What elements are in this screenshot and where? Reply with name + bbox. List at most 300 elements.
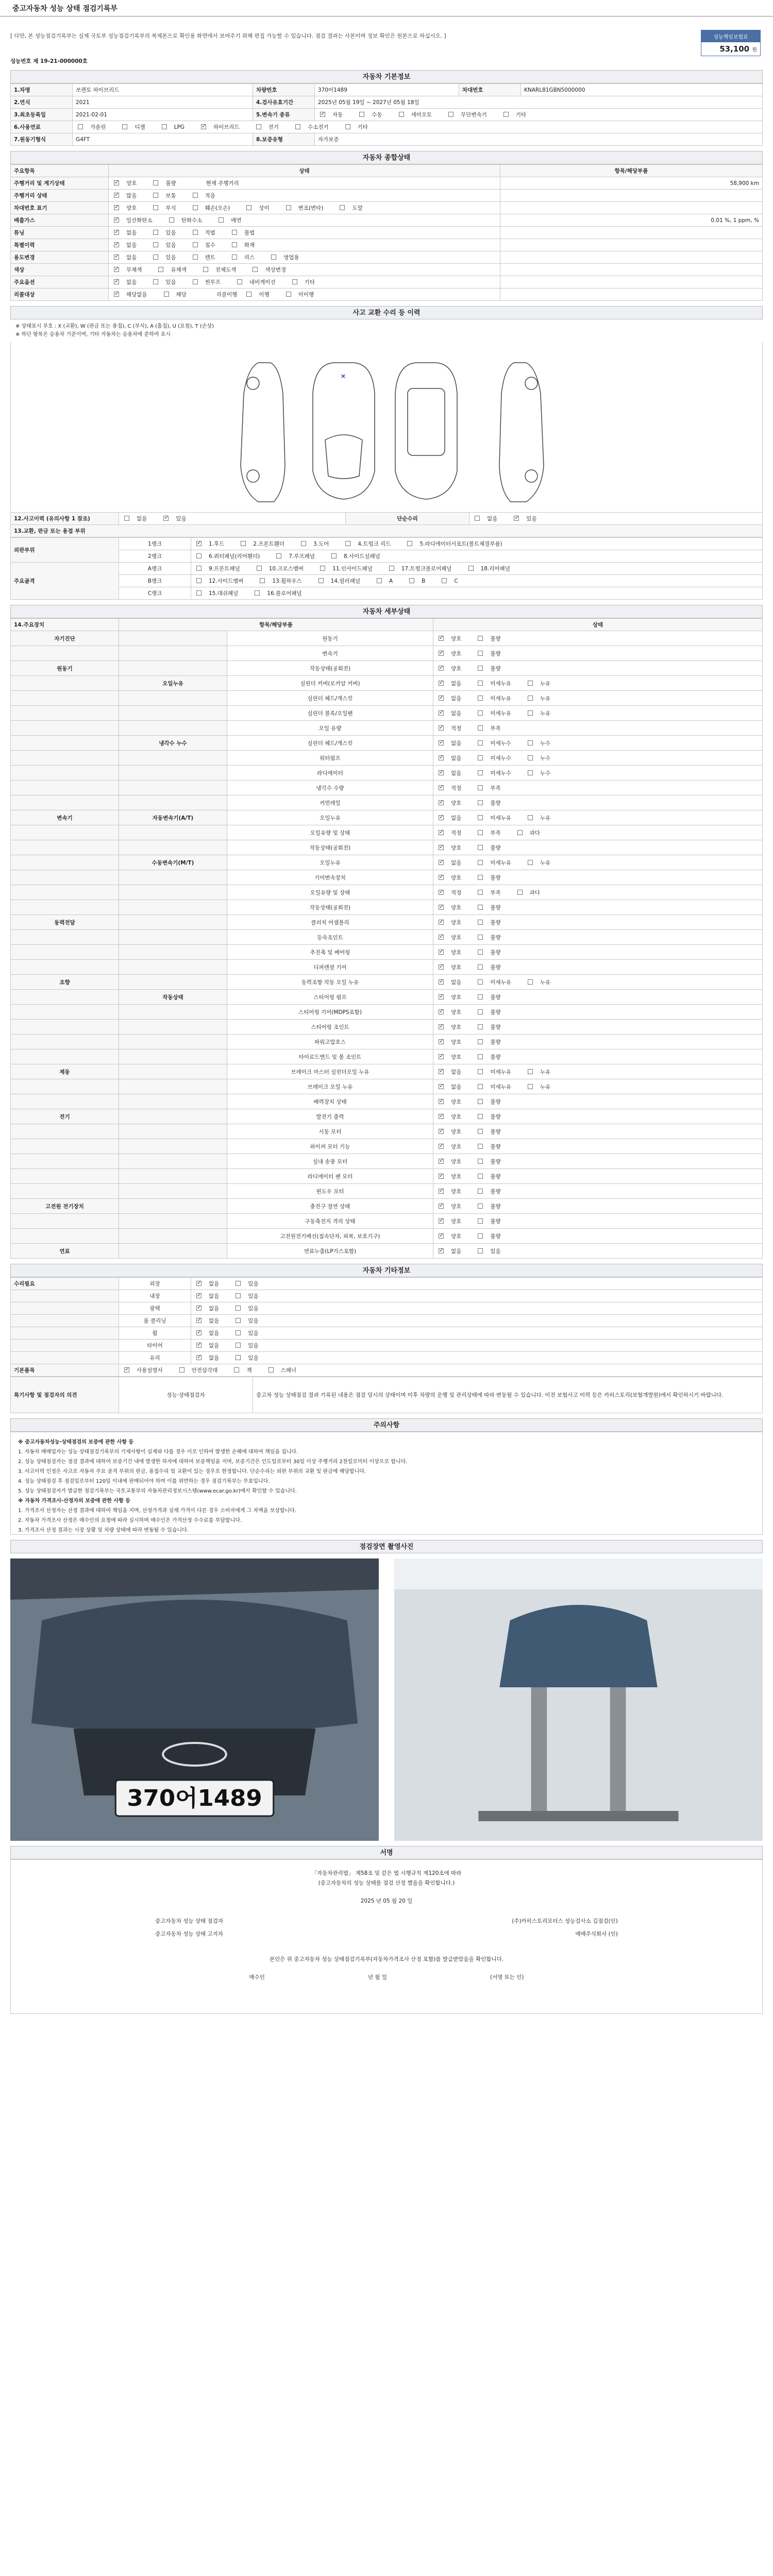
checkbox-icon: [439, 860, 444, 865]
rankA-option-label: 11.인사이드패널: [332, 566, 373, 572]
detail-item: 워터펌프: [227, 751, 433, 766]
checkbox-icon: [478, 830, 483, 835]
detail-sub: [119, 915, 227, 930]
status-option: [112, 217, 160, 224]
checkbox-icon: [528, 979, 533, 985]
checkbox-icon: [179, 1367, 184, 1372]
basic-item-option: [177, 1367, 225, 1374]
checkbox-icon: [439, 1099, 444, 1104]
detail-option-label: 불량: [490, 1203, 501, 1210]
detail-option-label: 양호: [451, 665, 462, 672]
detail-group: [11, 855, 119, 870]
status-option: [156, 267, 193, 273]
detail-item: 스티어링 조인트: [227, 1020, 433, 1035]
other-item: 유리: [119, 1352, 191, 1364]
detail-sub: [119, 1169, 227, 1184]
rank1-option: [405, 541, 509, 547]
detail-option: [526, 1069, 558, 1075]
repair-option: [512, 516, 544, 522]
detail-option: [476, 1159, 508, 1165]
detail-option: [526, 681, 558, 687]
detail-option-label: 불량: [490, 994, 501, 1001]
detail-option: [476, 950, 508, 956]
other-item: 내장: [119, 1290, 191, 1302]
detail-option: [436, 1189, 468, 1195]
checkbox-icon: [241, 541, 246, 546]
detail-option: [436, 1024, 468, 1030]
checkbox-icon: [439, 1009, 444, 1014]
detail-group: 조향: [11, 975, 119, 990]
detail-row: [11, 676, 763, 691]
trans-option: [357, 112, 389, 118]
detail-row: [11, 840, 763, 855]
detail-sub: [119, 691, 227, 706]
detail-option-label: 불량: [490, 919, 501, 926]
detail-option-label: 양호: [451, 1009, 462, 1015]
status-options: [109, 190, 500, 202]
checkbox-icon: [236, 1355, 241, 1360]
status-option-label: 화재: [244, 242, 255, 248]
repair-option-label: 있음: [526, 516, 537, 522]
detail-group: [11, 870, 119, 885]
status-option-label: 무채색: [126, 267, 142, 273]
status-option: [112, 279, 144, 285]
trans-option-label: 수동: [372, 112, 382, 118]
other-option-label: 있음: [248, 1293, 259, 1299]
detail-row: [11, 1094, 763, 1109]
accident-option: [122, 516, 154, 522]
plate-value: 370어1489: [315, 84, 459, 96]
detail-option-label: 양호: [451, 919, 462, 926]
basic-item-option-label: 사용설명서: [137, 1367, 163, 1374]
other-option-label: 있음: [248, 1306, 259, 1312]
checkbox-icon: [271, 255, 276, 260]
status-value: [500, 190, 763, 202]
detail-option: [436, 651, 468, 657]
other-option: [194, 1330, 226, 1336]
status-option-label: 탄화수소: [181, 217, 203, 224]
detail-option-label: 미세누수: [490, 740, 511, 747]
checkbox-icon: [478, 681, 483, 686]
other-option: [194, 1318, 226, 1324]
checkbox-icon: [196, 1318, 201, 1323]
detail-option: [476, 905, 508, 911]
status-option-label: 변조(변타): [298, 205, 324, 211]
status-option: [290, 279, 322, 285]
detail-item: 커먼레일: [227, 795, 433, 810]
checkbox-icon: [153, 205, 158, 210]
checkbox-icon: [528, 770, 533, 775]
detail-option-label: 미세누유: [490, 1083, 511, 1090]
status-value: 0.01 %, 1 ppm, %: [500, 214, 763, 227]
parts-table: [10, 537, 763, 600]
detail-row: [11, 766, 763, 781]
checkbox-icon: [528, 740, 533, 745]
status-item: 주행거리 및 계기상태: [11, 177, 109, 190]
detail-item: 냉각수 수량: [227, 781, 433, 795]
other-item: 외장: [119, 1278, 191, 1290]
other-option: [194, 1306, 226, 1312]
detail-options: [433, 646, 763, 661]
status-option-label: 부식: [165, 205, 176, 211]
checkbox-icon: [196, 553, 201, 558]
vin-label: 차대번호: [459, 84, 521, 96]
checkbox-icon: [196, 566, 201, 571]
rank1-option: [194, 541, 231, 547]
status-option-label: 매연: [231, 217, 242, 224]
detail-options: [433, 1094, 763, 1109]
rankB-option-label: B: [422, 578, 426, 584]
checkbox-icon: [439, 725, 444, 731]
detail-item: 작동상태(공회전): [227, 900, 433, 915]
detail-option: [436, 636, 468, 642]
rankB-option: [440, 578, 465, 584]
status-value: [500, 289, 763, 301]
status-option-label: 리스: [244, 255, 255, 261]
checkbox-icon: [478, 1099, 483, 1104]
detail-options: [433, 691, 763, 706]
status-option-label: 양호: [126, 205, 137, 211]
outer-label: 외판부위: [11, 538, 119, 563]
detail-options: [433, 1109, 763, 1124]
checkbox-icon: [114, 267, 119, 272]
detail-option-label: 적정: [451, 889, 462, 896]
other-group: [11, 1340, 119, 1352]
status-option-label: 기타: [304, 279, 315, 285]
detail-option-label: 양호: [451, 800, 462, 806]
status-options: [109, 227, 500, 239]
detail-options: [433, 1124, 763, 1139]
status-option: [250, 267, 293, 273]
detail-row: [11, 900, 763, 915]
notes-block: [10, 1432, 763, 1535]
checkbox-icon: [114, 292, 119, 297]
name-label: 1.차명: [11, 84, 73, 96]
detail-options: [433, 990, 763, 1005]
other-group: [11, 1302, 119, 1315]
other-option-label: 없음: [209, 1343, 220, 1349]
detail-sub: [119, 646, 227, 661]
detail-option: [526, 755, 558, 761]
other-row: [11, 1302, 763, 1315]
status-option: [151, 180, 183, 187]
checkbox-icon: [439, 651, 444, 656]
status-options: [109, 264, 500, 276]
note-line: 3. 가격조사 산정 결과는 시장 상황 및 차량 상태에 따라 변동될 수 있습니다.: [18, 1528, 189, 1533]
detail-group: [11, 1079, 119, 1094]
car-diagram: [10, 342, 763, 512]
basic-items-row: [11, 1364, 763, 1377]
checkbox-icon: [377, 578, 382, 583]
rank1-parts: [191, 538, 763, 550]
detail-item: 실린더 헤드/개스킷: [227, 691, 433, 706]
detail-option-label: 양호: [451, 1188, 462, 1195]
checkbox-icon: [439, 1039, 444, 1044]
detail-option: [436, 696, 468, 702]
checkbox-icon: [219, 217, 224, 223]
checkbox-icon: [439, 950, 444, 955]
other-options: [191, 1302, 763, 1315]
checkbox-icon: [528, 696, 533, 701]
detail-option: [476, 1174, 508, 1180]
checkbox-icon: [468, 566, 474, 571]
checkbox-icon: [478, 651, 483, 656]
detail-option-label: 양호: [451, 874, 462, 881]
detail-item: 작동상태(공회전): [227, 661, 433, 676]
checkbox-icon: [439, 890, 444, 895]
other-table: [10, 1277, 763, 1377]
detail-sub: [119, 1109, 227, 1124]
detail-group: [11, 900, 119, 915]
detail-option: [436, 666, 468, 672]
detail-option: [476, 636, 508, 642]
detail-option: [436, 1084, 468, 1090]
detail-option-label: 양호: [451, 1158, 462, 1165]
status-option: [112, 193, 144, 199]
warranty-value: 자가보증: [315, 133, 763, 146]
status-option-label: 렌트: [205, 255, 215, 261]
checkbox-icon: [478, 666, 483, 671]
detail-row: [11, 691, 763, 706]
detail-option: [436, 1054, 468, 1060]
detail-item: 실린더 헤드/개스킷: [227, 736, 433, 751]
detail-sub: 수동변속기(M/T): [119, 855, 227, 870]
detail-row: [11, 1124, 763, 1139]
detail-option-label: 불량: [490, 1173, 501, 1180]
detail-options: [433, 736, 763, 751]
checkbox-icon: [196, 1330, 201, 1335]
detail-row: [11, 751, 763, 766]
detail-row: [11, 1079, 763, 1094]
checkbox-icon: [439, 1114, 444, 1119]
rank2-option: [329, 553, 388, 560]
detail-option: [526, 979, 558, 986]
rankA-parts: [191, 563, 763, 575]
checkbox-icon: [153, 255, 158, 260]
checkbox-icon: [439, 994, 444, 999]
detail-option-label: 양호: [451, 904, 462, 911]
rank2-parts: [191, 550, 763, 563]
detail-option-label: 없음: [451, 740, 462, 747]
detail-item: 브레이크 오일 누유: [227, 1079, 433, 1094]
rankA-option: [194, 566, 247, 572]
detail-row: [11, 945, 763, 960]
checkbox-icon: [478, 1009, 483, 1014]
trans-option: [501, 112, 533, 118]
status-item: 색상: [11, 264, 109, 276]
detail-col-3: 상태: [433, 619, 763, 631]
checkbox-icon: [478, 636, 483, 641]
rankA-option-label: 10.크로스멤버: [268, 566, 304, 572]
checkbox-icon: [114, 255, 119, 260]
detail-option-label: 양호: [451, 1173, 462, 1180]
checkbox-icon: [193, 205, 198, 210]
fuel-label: 6.사용연료: [11, 121, 73, 133]
opinion-table: [10, 1377, 763, 1413]
status-option-label: 색상변경: [265, 267, 287, 273]
inspector-label: 중고자동차 성능 상태 점검자: [155, 1918, 223, 1924]
price-amount: 53,100: [719, 44, 750, 54]
status-option-label: 도말: [352, 205, 363, 211]
rank2-option: [274, 553, 322, 560]
sign-block: [10, 1859, 763, 2014]
status-extra: 현재 주행거리: [206, 180, 239, 187]
detail-group: [11, 1094, 119, 1109]
rank2-option-label: 8.사이드실패널: [343, 553, 380, 560]
checkbox-icon: [478, 1159, 483, 1164]
checkbox-icon: [78, 124, 83, 129]
detail-item: 오일 유량: [227, 721, 433, 736]
detail-option: [436, 681, 468, 687]
checkbox-icon: [478, 1024, 483, 1029]
detail-option: [476, 651, 508, 657]
status-row: [11, 276, 763, 289]
rankA-option: [466, 566, 517, 572]
year-value: 2021: [73, 96, 253, 109]
checkbox-icon: [320, 112, 325, 117]
fuel-option: [120, 124, 152, 130]
checkbox-icon: [345, 124, 350, 129]
trans-option: [318, 112, 350, 118]
detail-sub: [119, 825, 227, 840]
checkbox-icon: [153, 279, 158, 284]
detail-group: [11, 706, 119, 721]
detail-sub: [119, 766, 227, 781]
status-option: [269, 255, 306, 261]
detail-option-label: 불량: [490, 1128, 501, 1135]
detail-option-label: 불량: [490, 1054, 501, 1060]
detail-option-label: 미세누유: [490, 680, 511, 687]
checkbox-icon: [232, 230, 237, 235]
detail-row: [11, 1035, 763, 1049]
detail-option: [526, 860, 558, 866]
detail-sub: [119, 706, 227, 721]
detail-option-label: 양호: [451, 1233, 462, 1240]
status-option-label: 해당없음: [126, 292, 147, 298]
detail-option: [476, 920, 508, 926]
status-option: [235, 279, 283, 285]
detail-item: 실내 송풍 모터: [227, 1154, 433, 1169]
detail-group: [11, 781, 119, 795]
detail-row: [11, 1109, 763, 1124]
checkbox-icon: [389, 566, 394, 571]
status-option-label: 네비게이션: [249, 279, 276, 285]
status-options: [109, 276, 500, 289]
detail-option-label: 불량: [490, 1098, 501, 1105]
confirm-text: 본인은 위 중고자동차 성능 상태점검기록부(자동차가격조사 산정 포함)를 발급받았음을 확인합니다.: [269, 1956, 504, 1962]
checkbox-icon: [478, 1129, 483, 1134]
checkbox-icon: [478, 1054, 483, 1059]
warranty-label: 8.보증유형: [253, 133, 315, 146]
detail-option: [436, 1099, 468, 1105]
detail-option: [476, 1024, 508, 1030]
other-options: [191, 1352, 763, 1364]
status-option-label: 없음: [126, 230, 137, 236]
rankB-option-label: A: [389, 578, 393, 584]
fuel-options: [73, 121, 763, 133]
checkbox-icon: [153, 180, 158, 185]
checkbox-icon: [478, 1069, 483, 1074]
detail-option: [476, 1204, 508, 1210]
rankB-option-label: 13.휠하우스: [272, 578, 302, 584]
sign-text-1: 「자동차관리법」 제58조 및 같은 법 시행규칙 제120조에 따라: [311, 1870, 462, 1876]
notice-text: [ 다만, 본 성능점검기록부는 실제 국토부 성능점검기록부의 복제본으로 확인용 화면에서 보여주기 위해 편집 가능할 수 있습니다. 점검 결과는 사본이며 정보 확인은 원본으로 하십시오. ]: [10, 33, 446, 39]
checkbox-icon: [232, 255, 237, 260]
status-option: [151, 255, 183, 261]
other-options: [191, 1278, 763, 1290]
cert-number: 성능번호 제 19-21-000000호: [10, 58, 88, 64]
detail-options: [433, 1169, 763, 1184]
checkbox-icon: [478, 994, 483, 999]
detail-option-label: 미세누수: [490, 755, 511, 761]
rank1-label: 1랭크: [119, 538, 191, 550]
detail-item: 고전원전기배선(접속단자, 피복, 보호기구): [227, 1229, 433, 1244]
detail-group: [11, 1035, 119, 1049]
detail-option: [436, 770, 468, 776]
detail-option-label: 누유: [540, 859, 551, 866]
detail-sub: [119, 721, 227, 736]
section-photos: 점검장면 촬영사진: [10, 1540, 763, 1553]
checkbox-icon: [478, 815, 483, 820]
section-sign: 서명: [10, 1846, 763, 1859]
checkbox-icon: [114, 230, 119, 235]
rank1-option-label: 2.프론트휀더: [253, 541, 285, 547]
checkbox-icon: [439, 905, 444, 910]
detail-group: [11, 1139, 119, 1154]
status-option-label: 없음: [126, 242, 137, 248]
detail-row: [11, 870, 763, 885]
other-option: [233, 1343, 265, 1349]
detail-option-label: 없음: [451, 695, 462, 702]
fuel-option: [293, 124, 336, 130]
detail-sub: [119, 1229, 227, 1244]
rankB-parts: [191, 575, 763, 587]
checkbox-icon: [448, 112, 453, 117]
basic-items-label: 기본품목: [11, 1364, 119, 1377]
rankA-option-label: 17.트렁크플로어패널: [401, 566, 452, 572]
detail-option-label: 미세누유: [490, 979, 511, 986]
detail-item: 시동 모터: [227, 1124, 433, 1139]
detail-options: [433, 1020, 763, 1035]
detail-group: [11, 1214, 119, 1229]
other-option: [233, 1306, 265, 1312]
first-reg-label: 3.최초등록일: [11, 109, 73, 121]
detail-group: 연료: [11, 1244, 119, 1259]
detail-option-label: 불량: [490, 1024, 501, 1030]
status-option-label: 있음: [165, 255, 176, 261]
detail-option: [436, 1218, 468, 1225]
checkbox-icon: [478, 845, 483, 850]
detail-option-label: 불량: [490, 964, 501, 971]
detail-option-label: 적정: [451, 829, 462, 836]
status-options: [109, 239, 500, 251]
detail-option-label: 불량: [490, 1039, 501, 1045]
detail-option-label: 누수: [540, 740, 551, 747]
plate-label: 차량번호: [253, 84, 315, 96]
checkbox-icon: [359, 112, 364, 117]
checkbox-icon: [514, 516, 519, 521]
checkbox-icon: [439, 979, 444, 985]
checkbox-icon: [163, 516, 169, 521]
detail-item: 라디에이터 팬 모터: [227, 1169, 433, 1184]
status-item: 주행거리 상태: [11, 190, 109, 202]
detail-item: 배력장치 상태: [227, 1094, 433, 1109]
checkbox-icon: [439, 710, 444, 716]
detail-sub: [119, 795, 227, 810]
detail-row: [11, 975, 763, 990]
status-row: [11, 264, 763, 276]
other-group: 수리필요: [11, 1278, 119, 1290]
